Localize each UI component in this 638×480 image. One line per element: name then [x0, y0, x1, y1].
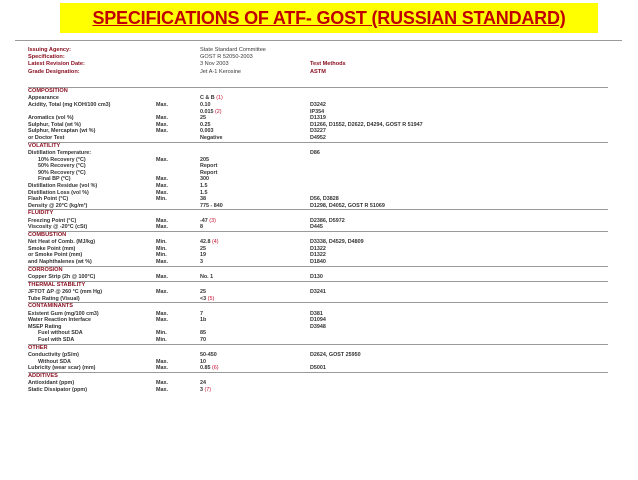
value-cell: [200, 115, 206, 122]
spec-header-key: Specification:: [28, 54, 65, 61]
property-cell: Viscosity @ -20°C (cSt): [28, 224, 88, 231]
test-method-cell: D5001: [310, 365, 326, 372]
value-text: 775 - 840: [200, 202, 223, 209]
test-method-cell: D3227: [310, 128, 326, 135]
value-cell: [200, 359, 206, 366]
table-row: [28, 246, 608, 253]
spec-header-value: State Standard Committee: [200, 47, 266, 53]
limit-cell: Min.: [156, 336, 167, 343]
value-text: 24: [200, 380, 206, 387]
property-cell: Water Reaction Interface: [28, 317, 92, 324]
footnote-mark: (3): [209, 217, 216, 224]
property-cell: Distillation Residue (vol %): [28, 182, 98, 189]
property-cell: Net Heat of Comb. (MJ/kg): [28, 239, 96, 246]
spec-header-key: Issuing Agency:: [28, 47, 71, 53]
table-row: [28, 150, 608, 157]
property-cell: or Doctor Test: [28, 134, 65, 141]
test-method-cell: D1322: [310, 245, 326, 252]
value-cell: [200, 135, 222, 142]
property-cell: Copper Strip (2h @ 100°C): [28, 274, 96, 281]
limit-cell: Max.: [156, 156, 168, 163]
value-text: 300: [200, 176, 209, 183]
spec-header-row: [28, 69, 618, 76]
value-text: 19: [200, 252, 206, 259]
property-cell: Acidity, Total (mg KOH/100 cm3): [28, 101, 111, 108]
property-cell: Flash Point (°C): [28, 196, 69, 203]
value-text: 50-450: [200, 351, 217, 358]
table-row: [28, 239, 608, 246]
value-cell: [200, 122, 211, 129]
value-cell: [200, 102, 211, 109]
table-row: [28, 224, 608, 231]
property-cell: Sulphur, Mercaptan (wt %): [28, 128, 96, 135]
property-cell: Lubricity (wear scar) (mm): [28, 365, 96, 372]
value-text: -47: [200, 217, 208, 224]
limit-cell: Max.: [156, 176, 168, 183]
property-cell: Without SDA: [38, 358, 71, 365]
limit-cell: Max.: [156, 380, 168, 387]
limit-cell: Max.: [156, 121, 168, 128]
spec-table: [28, 87, 608, 393]
test-method-cell: D56, D3828: [310, 196, 339, 203]
value-cell: [200, 176, 209, 183]
value-text: 0.015: [200, 108, 214, 115]
test-method-cell: D1319: [310, 115, 326, 122]
value-text: Report: [200, 169, 218, 176]
property-cell: Conductivity (pS/m): [28, 351, 79, 358]
spec-header-value: GOST R 52050-2003: [200, 54, 253, 61]
spec-header-value: Jet A-1 Kerosine: [200, 68, 242, 75]
value-text: Negative: [200, 134, 223, 141]
spec-header-row: [28, 47, 618, 54]
spec-header-key: Grade Designation:: [28, 68, 80, 75]
table-row: [28, 128, 608, 135]
value-text: 38: [200, 196, 206, 203]
value-text: <3: [200, 295, 207, 302]
spec-header-value: 3 Nov 2003: [200, 61, 229, 68]
property-cell: Antioxidant (ppm): [28, 380, 75, 387]
table-row: [28, 387, 608, 394]
value-text: 1.5: [200, 189, 208, 196]
table-row: [28, 380, 608, 387]
table-row: [28, 352, 608, 359]
limit-cell: Max.: [156, 386, 168, 393]
value-cell: [200, 163, 217, 170]
test-method-cell: D3338, D4529, D4809: [310, 239, 364, 246]
test-method-cell: D1094: [310, 317, 326, 324]
limit-cell: Max.: [156, 182, 168, 189]
value-cell: [200, 387, 211, 394]
table-row: [28, 311, 608, 318]
property-cell: Freezing Point (°C): [28, 217, 77, 224]
spec-header-test: ASTM: [310, 68, 326, 75]
value-text: 1.5: [200, 182, 208, 189]
table-row: [28, 109, 608, 116]
value-cell: [200, 157, 209, 164]
footnote-mark: (1): [216, 95, 223, 102]
section-heading: COMPOSITION: [28, 87, 608, 95]
table-row: [28, 157, 608, 164]
table-row: [28, 317, 608, 324]
table-row: [28, 102, 608, 109]
property-cell: Distillation Loss (vol %): [28, 189, 89, 196]
value-text: 1b: [200, 317, 207, 324]
table-row: [28, 274, 608, 281]
table-row: [28, 170, 608, 177]
limit-cell: Max.: [156, 115, 168, 122]
test-method-cell: D1266, D1552, D2622, D4294, GOST R 51947: [310, 121, 423, 128]
property-cell: Smoke Point (mm): [28, 245, 76, 252]
limit-cell: Max.: [156, 189, 168, 196]
limit-cell: Max.: [156, 217, 168, 224]
spec-header-key: Latest Revision Date:: [28, 61, 85, 68]
spec-header-row: [28, 54, 618, 61]
test-method-cell: D381: [310, 310, 323, 317]
table-row: [28, 330, 608, 337]
table-row: [28, 203, 608, 210]
footnote-mark: (6): [212, 365, 219, 372]
value-text: 0.25: [200, 121, 211, 128]
value-cell: [200, 183, 208, 190]
limit-cell: Max.: [156, 365, 168, 372]
value-text: 205: [200, 156, 209, 163]
property-cell: 50% Recovery (°C): [38, 163, 86, 170]
value-text: 70: [200, 336, 206, 343]
limit-cell: Max.: [156, 310, 168, 317]
property-cell: or Smoke Point (mm): [28, 252, 83, 259]
value-text: 25: [200, 245, 206, 252]
test-method-cell: D130: [310, 274, 323, 281]
value-cell: [200, 170, 217, 177]
table-row: [28, 337, 608, 344]
table-row: [28, 176, 608, 183]
value-text: 7: [200, 310, 203, 317]
section-heading: THERMAL STABILITY: [28, 281, 608, 289]
table-row: [28, 122, 608, 129]
table-row: [28, 296, 608, 303]
table-row: [28, 365, 608, 372]
section-heading: ADDITIVES: [28, 372, 608, 380]
value-cell: [200, 337, 206, 344]
section-heading: CONTAMINANTS: [28, 302, 608, 310]
property-cell: Aromatics (vol %): [28, 115, 74, 122]
test-method-cell: D3242: [310, 101, 326, 108]
test-method-cell: D3948: [310, 323, 326, 330]
value-cell: [200, 330, 206, 337]
value-cell: [200, 317, 206, 324]
property-cell: Tube Rating (Visual): [28, 295, 80, 302]
limit-cell: Max.: [156, 274, 168, 281]
value-cell: [200, 109, 222, 116]
value-cell: [200, 252, 206, 259]
table-row: [28, 252, 608, 259]
test-method-cell: D1298, D4052, GOST R 51069: [310, 202, 385, 209]
value-cell: [200, 289, 206, 296]
table-row: [28, 163, 608, 170]
table-row: [28, 324, 608, 331]
value-text: 85: [200, 330, 206, 337]
footnote-mark: (2): [215, 108, 222, 115]
test-method-cell: D445: [310, 224, 323, 231]
test-method-cell: D2386, D5972: [310, 217, 345, 224]
test-method-cell: D86: [310, 149, 320, 156]
limit-cell: Min.: [156, 196, 167, 203]
value-text: 0.85: [200, 365, 211, 372]
property-cell: 90% Recovery (°C): [38, 169, 86, 176]
footnote-mark: (7): [204, 386, 212, 393]
spec-header-test: Test Methods: [310, 61, 346, 68]
property-cell: and Naphthalenes (wt %): [28, 259, 92, 266]
value-text: 0.003: [200, 128, 214, 135]
value-cell: [200, 196, 206, 203]
property-cell: Final BP (°C): [38, 176, 71, 183]
table-row: [28, 183, 608, 190]
property-cell: 10% Recovery (°C): [38, 156, 86, 163]
spec-header: [28, 47, 618, 76]
limit-cell: Max.: [156, 358, 168, 365]
limit-cell: Min.: [156, 245, 167, 252]
value-cell: [200, 246, 206, 253]
property-cell: Density @ 20°C (kg/m³): [28, 202, 88, 209]
limit-cell: Max.: [156, 259, 168, 266]
property-cell: Fuel with SDA: [38, 336, 75, 343]
test-method-cell: IP354: [310, 108, 325, 115]
footnote-mark: (5): [207, 295, 215, 302]
value-text: 3: [200, 259, 203, 266]
table-row: [28, 115, 608, 122]
value-text: 42.8: [200, 239, 211, 246]
table-row: [28, 259, 608, 266]
table-row: [28, 289, 608, 296]
value-text: 25: [200, 289, 206, 295]
property-cell: Sulphur, Total (wt %): [28, 121, 81, 128]
limit-cell: Min.: [156, 252, 167, 259]
value-text: 25: [200, 115, 206, 122]
value-cell: [200, 296, 214, 303]
value-text: No. 1: [200, 274, 214, 281]
value-cell: [200, 352, 217, 359]
test-method-cell: D1322: [310, 252, 326, 259]
value-text: 8: [200, 224, 203, 231]
section-heading: FLUIDITY: [28, 209, 608, 217]
test-method-cell: D2624, GOST 25950: [310, 351, 361, 358]
table-row: [28, 190, 608, 197]
value-cell: [200, 128, 214, 135]
limit-cell: Max.: [156, 317, 168, 324]
value-cell: [200, 274, 213, 281]
test-method-cell: D3241: [310, 289, 326, 295]
table-row: [28, 196, 608, 203]
section-heading: CORROSION: [28, 266, 608, 274]
value-text: Report: [200, 163, 218, 170]
limit-cell: Max.: [156, 224, 168, 231]
value-cell: [200, 224, 203, 231]
table-row: [28, 95, 608, 102]
spec-sheet: [15, 40, 622, 480]
property-cell: Static Dissipator (ppm): [28, 386, 88, 393]
value-cell: [200, 259, 203, 266]
property-cell: Fuel without SDA: [38, 330, 83, 337]
value-cell: [200, 218, 216, 225]
property-cell: Existent Gum (mg/100 cm3): [28, 310, 99, 317]
value-cell: [200, 365, 219, 372]
property-cell: MSEP Rating: [28, 323, 62, 330]
value-cell: [200, 190, 208, 197]
footnote-mark: (4): [212, 239, 219, 246]
table-row: [28, 218, 608, 225]
limit-cell: Max.: [156, 289, 168, 295]
table-row: [28, 359, 608, 366]
limit-cell: Min.: [156, 239, 167, 246]
slide-title: SPECIFICATIONS OF ATF- GOST (RUSSIAN STANDARD): [60, 3, 598, 33]
table-row: [28, 135, 608, 142]
section-heading: OTHER: [28, 344, 608, 352]
value-cell: [200, 311, 203, 318]
value-cell: [200, 95, 223, 102]
section-heading: COMBUSTION: [28, 231, 608, 239]
property-cell: Appearance: [28, 95, 59, 102]
value-text: 3: [200, 386, 203, 393]
property-cell: JFTOT ΔP @ 260 °C (mm Hg): [28, 289, 102, 295]
limit-cell: Max.: [156, 128, 168, 135]
value-cell: [200, 203, 223, 210]
limit-cell: Min.: [156, 330, 167, 337]
test-method-cell: D1840: [310, 259, 326, 266]
value-text: C & B: [200, 95, 215, 102]
value-text: 10: [200, 358, 206, 365]
limit-cell: Max.: [156, 101, 168, 108]
spec-header-row: [28, 61, 618, 68]
value-cell: [200, 239, 219, 246]
value-cell: [200, 380, 206, 387]
value-text: 0.10: [200, 101, 211, 108]
property-cell: Distillation Temperature:: [28, 149, 92, 156]
section-heading: VOLATILITY: [28, 142, 608, 150]
test-method-cell: D4952: [310, 134, 326, 141]
